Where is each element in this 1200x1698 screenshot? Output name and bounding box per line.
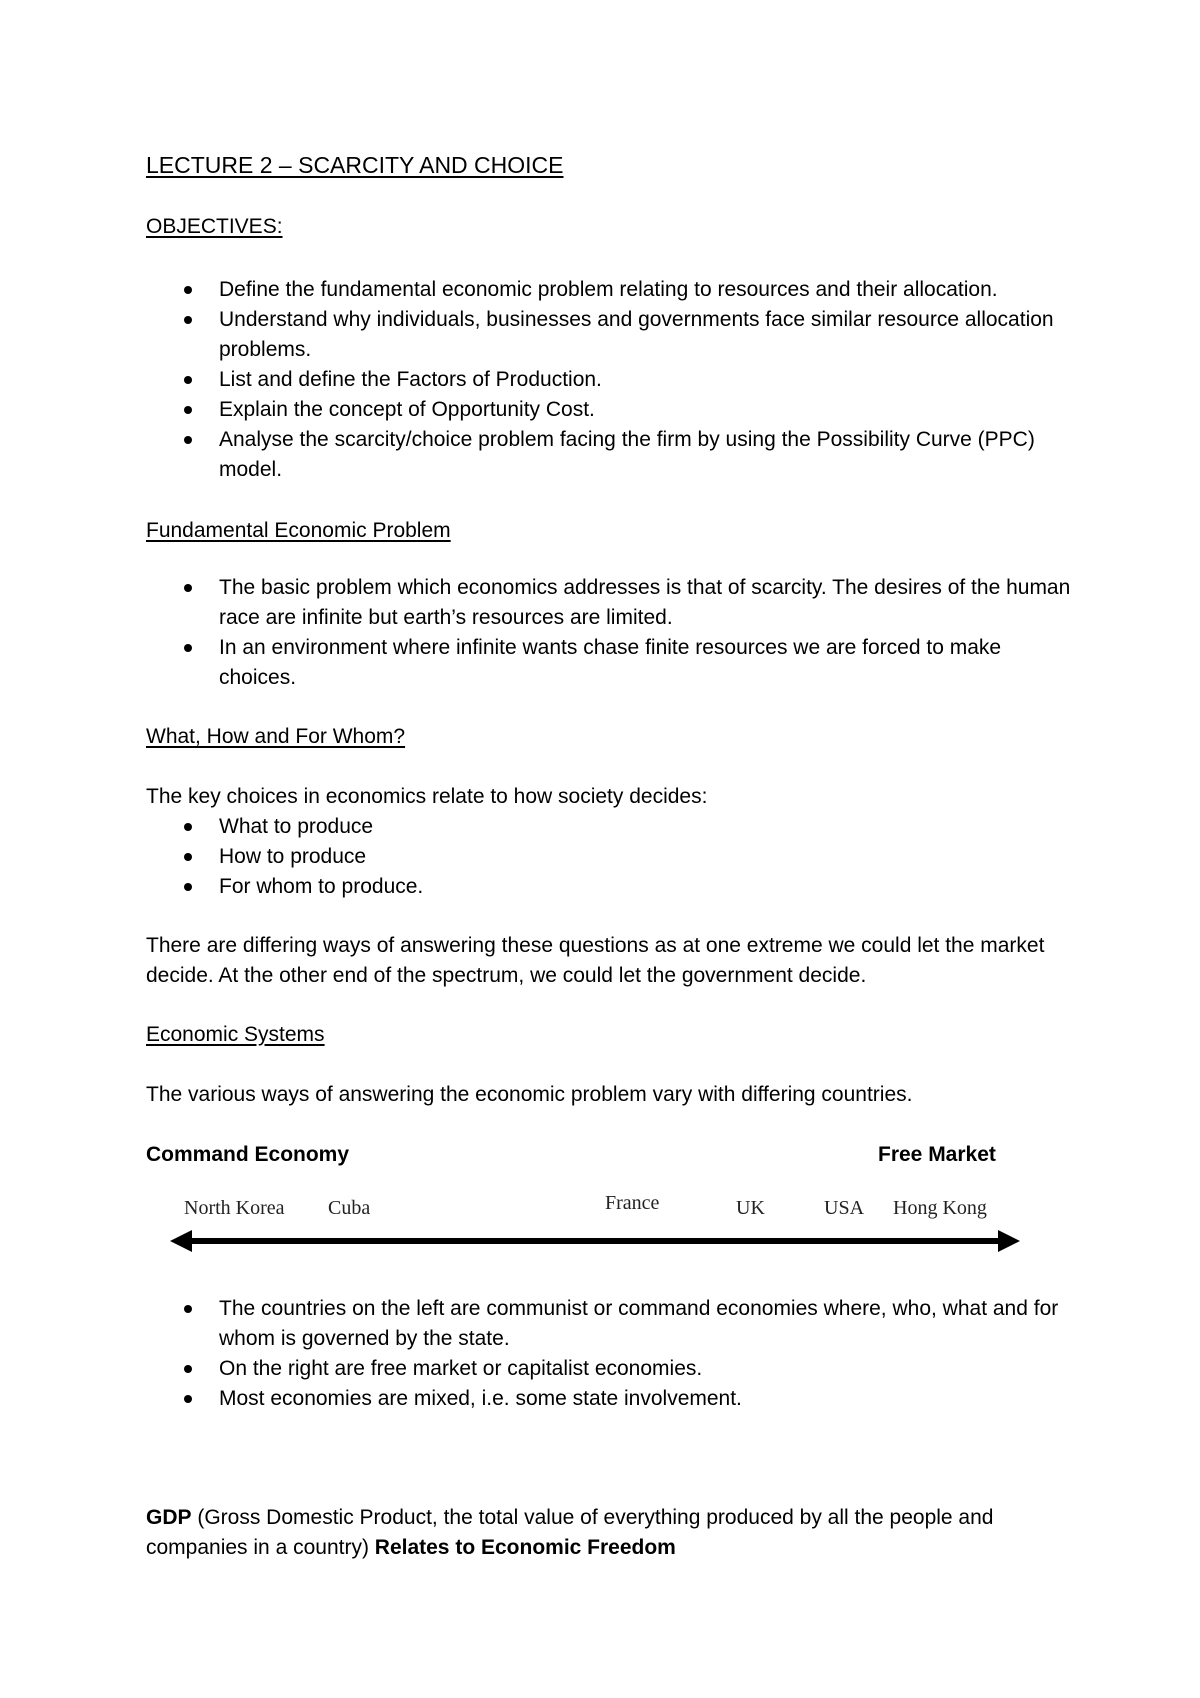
what-how-intro: The key choices in economics relate to how society decides: [146, 785, 708, 808]
page-title: LECTURE 2 – SCARCITY AND CHOICE [146, 152, 564, 178]
what-how-heading: What, How and For Whom? [146, 725, 406, 748]
objectives-list [146, 275, 1076, 485]
country-north-korea: North Korea [184, 1197, 285, 1219]
fundamental-heading: Fundamental Economic Problem [146, 519, 451, 542]
country-uk: UK [736, 1197, 765, 1219]
list-item: The basic problem which economics addresses is that of scarcity. The desires of the human race are infinite but earth’s resources are limited. [146, 573, 1076, 633]
list-item: The countries on the left are communist or command economies where, who, what and for whom is governed by the state. [146, 1294, 1076, 1354]
list-item: Explain the concept of Opportunity Cost. [146, 395, 1076, 425]
list-item: For whom to produce. [146, 872, 1076, 902]
command-economy-label: Command Economy [146, 1143, 350, 1166]
systems-heading: Economic Systems [146, 1023, 325, 1046]
fundamental-list [146, 573, 1076, 693]
what-how-list [146, 812, 1076, 902]
systems-intro: The various ways of answering the economic problem vary with differing countries. [146, 1083, 913, 1106]
double-arrow-icon [170, 1228, 1020, 1254]
list-item: How to produce [146, 842, 1076, 872]
objectives-heading: OBJECTIVES: [146, 215, 283, 238]
list-item: Understand why individuals, businesses and governments face similar resource allocation problems. [146, 305, 1076, 365]
list-item: In an environment where infinite wants chase finite resources we are forced to make choices. [146, 633, 1076, 693]
free-market-label: Free Market [878, 1143, 996, 1166]
country-france: France [605, 1192, 660, 1214]
what-how-paragraph: There are differing ways of answering these questions as at one extreme we could let the market decide. At the other end of the spectrum, we could let the government decide. [146, 934, 1045, 987]
country-cuba: Cuba [328, 1197, 371, 1219]
country-usa: USA [824, 1197, 865, 1219]
systems-list [146, 1294, 1076, 1414]
gdp-paragraph [146, 1503, 1076, 1563]
list-item: On the right are free market or capitalist economies. [146, 1354, 1076, 1384]
list-item: What to produce [146, 812, 1076, 842]
list-item: Most economies are mixed, i.e. some state involvement. [146, 1384, 1076, 1414]
gdp-relation: Relates to Economic Freedom [374, 1536, 676, 1559]
gdp-definition: (Gross Domestic Product, the total value of everything produced by all the people and companies in a country) [146, 1506, 994, 1559]
list-item: List and define the Factors of Production. [146, 365, 1076, 395]
list-item: Define the fundamental economic problem relating to resources and their allocation. [146, 275, 1076, 305]
country-hong-kong: Hong Kong [893, 1197, 987, 1219]
gdp-term: GDP [146, 1506, 192, 1529]
list-item: Analyse the scarcity/choice problem facing the firm by using the Possibility Curve (PPC) model. [146, 425, 1076, 485]
